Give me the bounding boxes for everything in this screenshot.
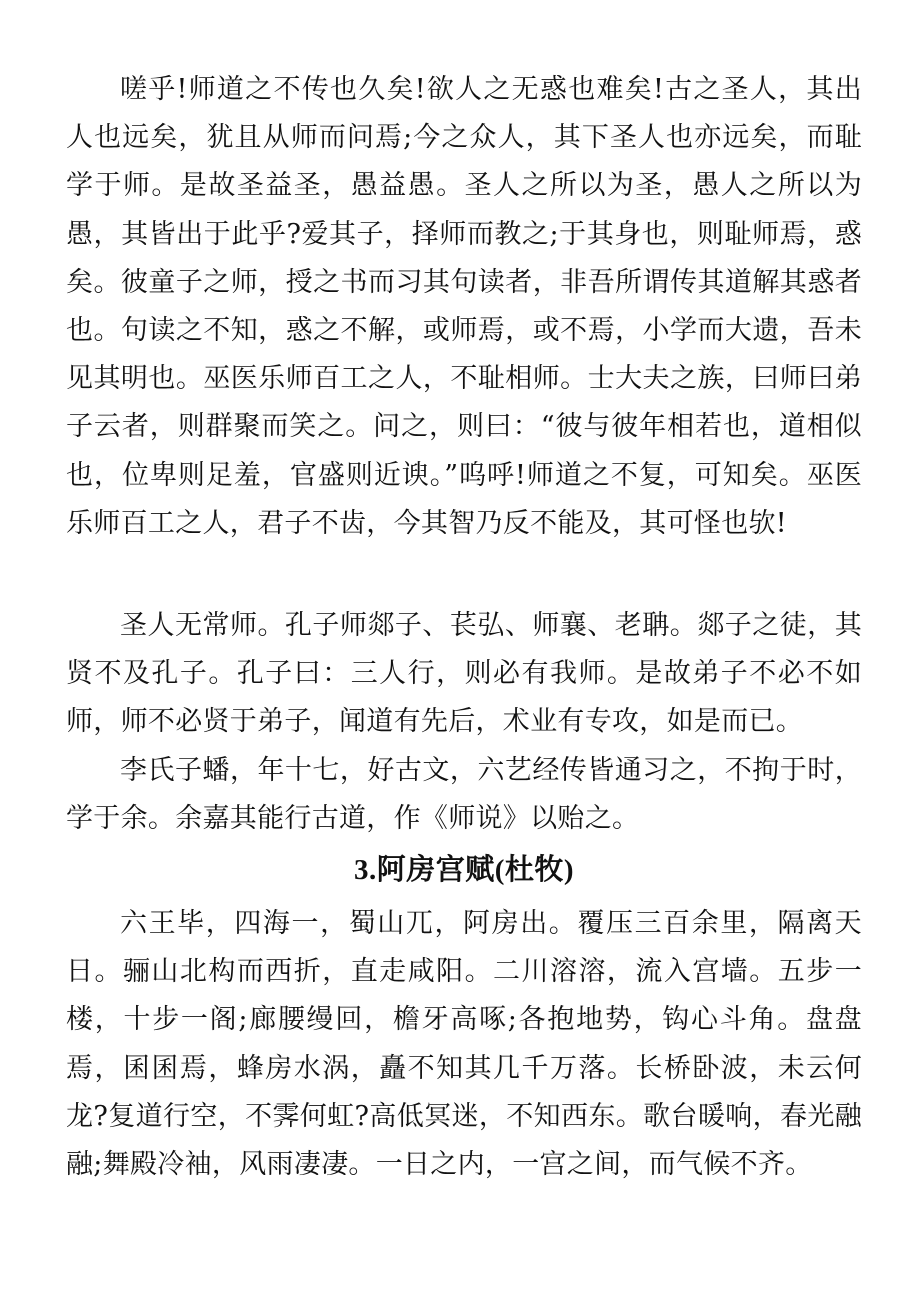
paragraph-shishuo-2: 圣人无常师。孔子师郯子、苌弘、师襄、老聃。郯子之徒，其贤不及孔子。孔子曰：三人行，则必有我师。是故弟子不必不如师，师不必贤于弟子，闻道有先后，术业有专攻，如是而已。: [66, 610, 862, 738]
paragraph-shishuo-1: 嗟乎!师道之不传也久矣!欲人之无惑也难矣!古之圣人，其出人也远矣，犹且从师而问焉;今之众人，其下圣人也亦远矣，而耻学于师。是故圣益圣，愚益愚。圣人之所以为圣，愚人之所以为愚，其皆出于此乎?爱其子，择师而教之;于其身也，则耻师焉，惑矣。彼童子之师，授之书而习其句读者，非吾所谓传其道解其惑者也。句读之不知，惑之不解，或师焉，或不焉，小学而大遗，吾未见其明也。巫医乐师百工之人，不耻相师。士大夫之族，曰师曰弟子云者，则群聚而笑之。问之，则曰：“彼与彼年相若也，道相似也，位卑则足羞，官盛则近谀。”呜呼!师道之不复，可知矣。巫医乐师百工之人，君子不齿，今其智乃反不能及，其可怪也欤!: [66, 74, 862, 539]
paragraph-shishuo-3: 李氏子蟠，年十七，好古文，六艺经传皆通习之，不拘于时，学于余。余嘉其能行古道，作《师说》以贻之。: [66, 755, 862, 835]
section-heading-efanggong: 3.阿房宫赋(杜牧): [353, 854, 575, 886]
paragraph-efanggong-1: 六王毕，四海一，蜀山兀，阿房出。覆压三百余里，隔离天日。骊山北构而西折，直走咸阳。二川溶溶，流入宫墙。五步一楼，十步一阁;廊腰缦回，檐牙高啄;各抱地势，钩心斗角。盘盘焉，囷囷焉，蜂房水涡，矗不知其几千万落。长桥卧波，未云何龙?复道行空，不霁何虹?高低冥迷，不知西东。歌台暖响，春光融融;舞殿冷袖，风雨凄凄。一日之内，一宫之间，而气候不齐。: [66, 908, 862, 1181]
